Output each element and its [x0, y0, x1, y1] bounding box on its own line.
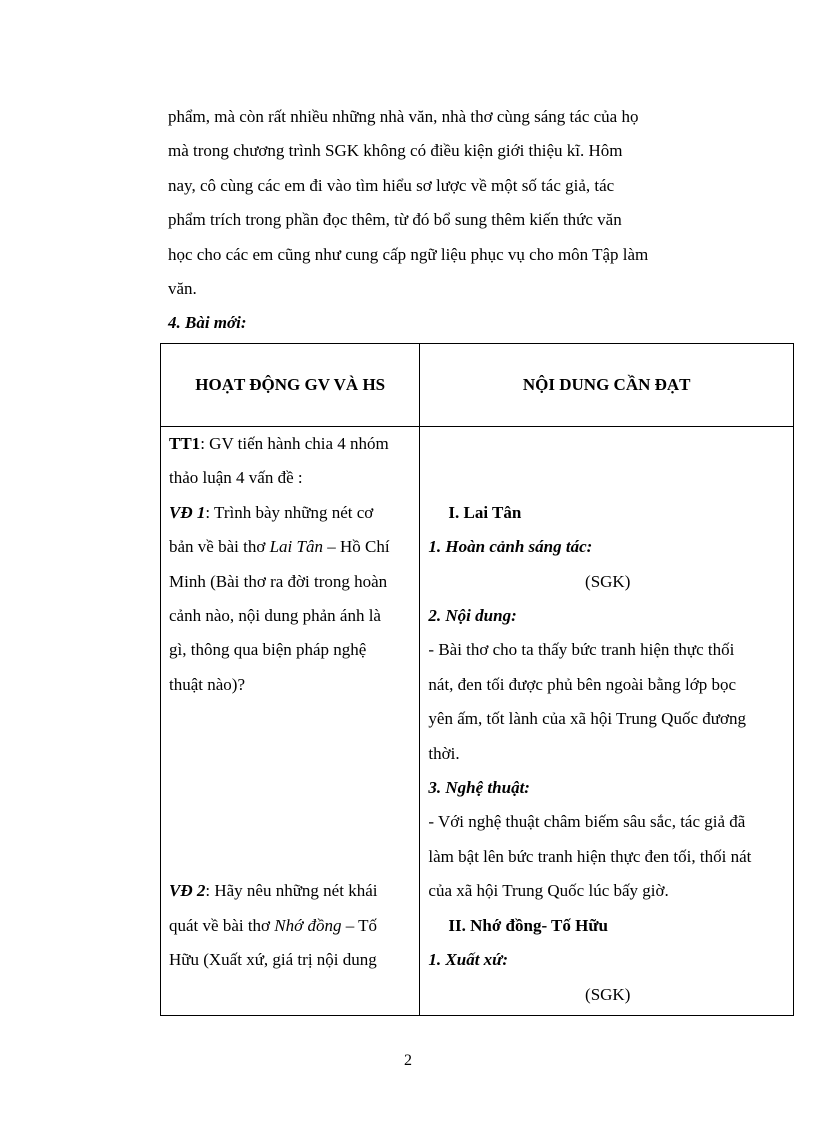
vd1-line: gì, thông qua biện pháp nghệ — [169, 640, 367, 660]
intro-paragraph — [168, 100, 728, 306]
intro-line: phẩm trích trong phần đọc thêm, từ đó bổ sung thêm kiến thức văn — [168, 210, 622, 230]
spacer — [169, 840, 413, 874]
body-text: (SGK) — [585, 571, 631, 591]
body-text: của xã hội Trung Quốc lúc bấy giờ. — [428, 881, 669, 901]
body-text: làm bật lên bức tranh hiện thực đen tối, thối nát — [428, 846, 752, 866]
subheading: 1. Hoàn cảnh sáng tác: — [428, 537, 593, 557]
vd1-line: bản về bài thơ Lai Tân – Hồ Chí — [169, 537, 390, 557]
subheading: 3. Nghệ thuật: — [428, 778, 530, 798]
section-heading: I. Lai Tân — [448, 502, 522, 522]
lesson-table — [160, 343, 794, 1016]
vd1-line: VĐ 1: Trình bày những nét cơ — [169, 502, 374, 522]
page-number: 2 — [404, 1052, 412, 1069]
spacer — [169, 805, 413, 839]
table-header-row — [161, 344, 794, 427]
table-row — [161, 427, 794, 1016]
vd1-line: thuật nào)? — [169, 674, 245, 694]
body-text: - Bài thơ cho ta thấy bức tranh hiện thực thối — [428, 640, 735, 660]
body-text: (SGK) — [585, 984, 631, 1004]
activities-cell — [161, 427, 420, 1016]
vd2-line: Hữu (Xuất xứ, giá trị nội dung — [169, 950, 377, 970]
spacer — [169, 702, 413, 736]
spacer — [169, 771, 413, 805]
vd2-line: quát về bài thơ Nhớ đồng – Tố — [169, 915, 378, 935]
header-right: NỘI DUNG CẦN ĐẠT — [420, 344, 794, 427]
section-heading: II. Nhớ đồng- Tố Hữu — [448, 915, 609, 935]
body-text: - Với nghệ thuật châm biếm sâu sắc, tác giả đã — [428, 812, 746, 832]
intro-line: học cho các em cũng như cung cấp ngữ liệu phục vụ cho môn Tập làm — [168, 244, 649, 264]
intro-line: nay, cô cùng các em đi vào tìm hiểu sơ lược về một số tác giả, tác — [168, 175, 615, 195]
section-title: 4. Bài mới: — [168, 313, 247, 332]
tt1-line: TT1: GV tiến hành chia 4 nhóm — [169, 434, 389, 453]
subheading: 2. Nội dung: — [428, 606, 517, 626]
header-left: HOẠT ĐỘNG GV VÀ HS — [161, 344, 420, 427]
vd2-line: VĐ 2: Hãy nêu những nét khái — [169, 881, 378, 901]
intro-line: phẩm, mà còn rất nhiều những nhà văn, nhà thơ cùng sáng tác của họ — [168, 107, 639, 126]
vd1-line: cảnh nào, nội dung phản ánh là — [169, 606, 381, 626]
intro-line: mà trong chương trình SGK không có điều kiện giới thiệu kĩ. Hôm — [168, 141, 623, 161]
content-cell — [420, 427, 794, 1016]
spacer — [428, 427, 787, 461]
vd1-line: Minh (Bài thơ ra đời trong hoàn — [169, 571, 388, 591]
subheading: 1. Xuất xứ: — [428, 950, 509, 970]
intro-line: văn. — [168, 279, 197, 299]
body-text: nát, đen tối được phủ bên ngoài bằng lớp bọc — [428, 674, 737, 694]
spacer — [428, 461, 787, 495]
body-text: yên ấm, tốt lành của xã hội Trung Quốc đương — [428, 709, 746, 729]
body-text: thời. — [428, 743, 460, 763]
tt1-line: thảo luận 4 vấn đề : — [169, 468, 303, 488]
spacer — [169, 737, 413, 771]
